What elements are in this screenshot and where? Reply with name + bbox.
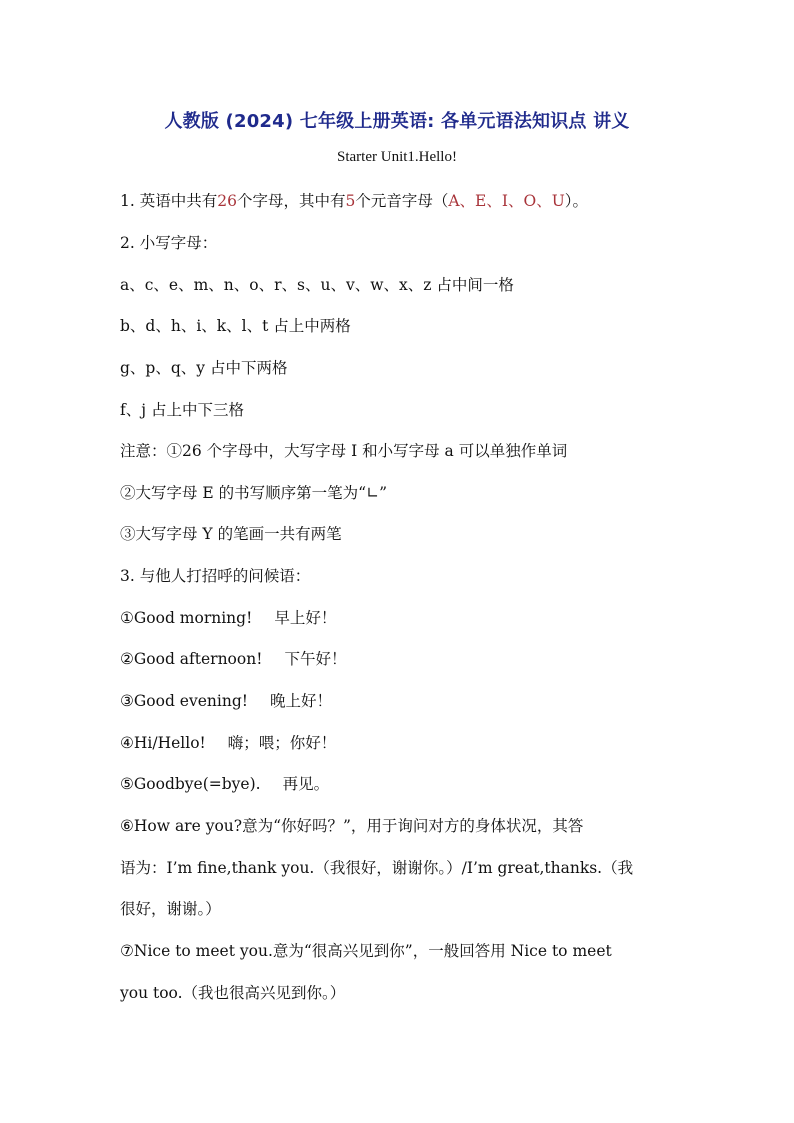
greeting-4-chinese: 嗨；喂；你好！ [227, 734, 337, 752]
point-1-letters [120, 191, 588, 211]
greeting-2-english: ②Good afternoon! [120, 650, 263, 668]
note-1: 注意：①26 个字母中，大写字母 I 和小写字母 a 可以单独作单词 [120, 442, 568, 460]
greeting-2-chinese: 下午好！ [284, 650, 347, 668]
point-3-heading: 3. 与他人打招呼的问候语： [120, 567, 311, 585]
lowercase-rule-2: b、d、h、i、k、l、t 占上中两格 [120, 317, 351, 335]
point-2-heading: 2. 小写字母： [120, 234, 218, 252]
lowercase-rule-4: f、j 占上中下三格 [120, 401, 244, 419]
greeting-6-line-2: 语为：I’m fine,thank you.（我很好，谢谢你。）/I’m great,thanks.（我 [120, 859, 634, 877]
greeting-1 [120, 608, 336, 628]
point-1-text-a: 1. 英语中共有 [120, 192, 218, 210]
greeting-7-line-2: you too.（我也很高兴见到你。） [120, 984, 346, 1002]
greeting-5-chinese: 再见。 [282, 775, 330, 793]
point-1-text-c: 个元音字母（ [355, 192, 449, 210]
greeting-1-chinese: 早上好！ [274, 609, 337, 627]
note-3: ③大写字母 Y 的笔画一共有两笔 [120, 525, 342, 543]
greeting-5-english: ⑤Goodbye(=bye). [120, 775, 261, 793]
greeting-3-english: ③Good evening! [120, 692, 248, 710]
greeting-4-english: ④Hi/Hello! [120, 734, 206, 752]
lowercase-rule-1: a、c、e、m、n、o、r、s、u、v、w、x、z 占中间一格 [120, 276, 514, 294]
greeting-6-line-3: 很好，谢谢。） [120, 900, 221, 918]
note-2: ②大写字母 E 的书写顺序第一笔为“∟” [120, 484, 388, 502]
greeting-1-english: ①Good morning! [120, 609, 253, 627]
greeting-6-line-1: ⑥How are you?意为“你好吗？”，用于询问对方的身体状况，其答 [120, 817, 584, 835]
greeting-3-chinese: 晚上好！ [269, 692, 332, 710]
document-title: 人教版 (2024) 七年级上册英语: 各单元语法知识点 讲义 [164, 111, 630, 132]
letter-count: 26 [217, 192, 237, 210]
greeting-3 [120, 691, 332, 711]
greeting-5 [120, 774, 329, 794]
greeting-7-line-1: ⑦Nice to meet you.意为“很高兴见到你”，一般回答用 Nice to meet [120, 942, 612, 960]
point-1-text-d: ）。 [564, 192, 589, 210]
lowercase-rule-3: g、p、q、y 占中下两格 [120, 359, 288, 377]
greeting-2 [120, 649, 346, 669]
greeting-4 [120, 733, 336, 753]
unit-subtitle: Starter Unit1.Hello! [337, 149, 457, 165]
vowel-count: 5 [345, 192, 356, 210]
point-1-text-b: 个字母，其中有 [236, 192, 346, 210]
vowel-list: A、E、I、O、U [448, 192, 565, 210]
